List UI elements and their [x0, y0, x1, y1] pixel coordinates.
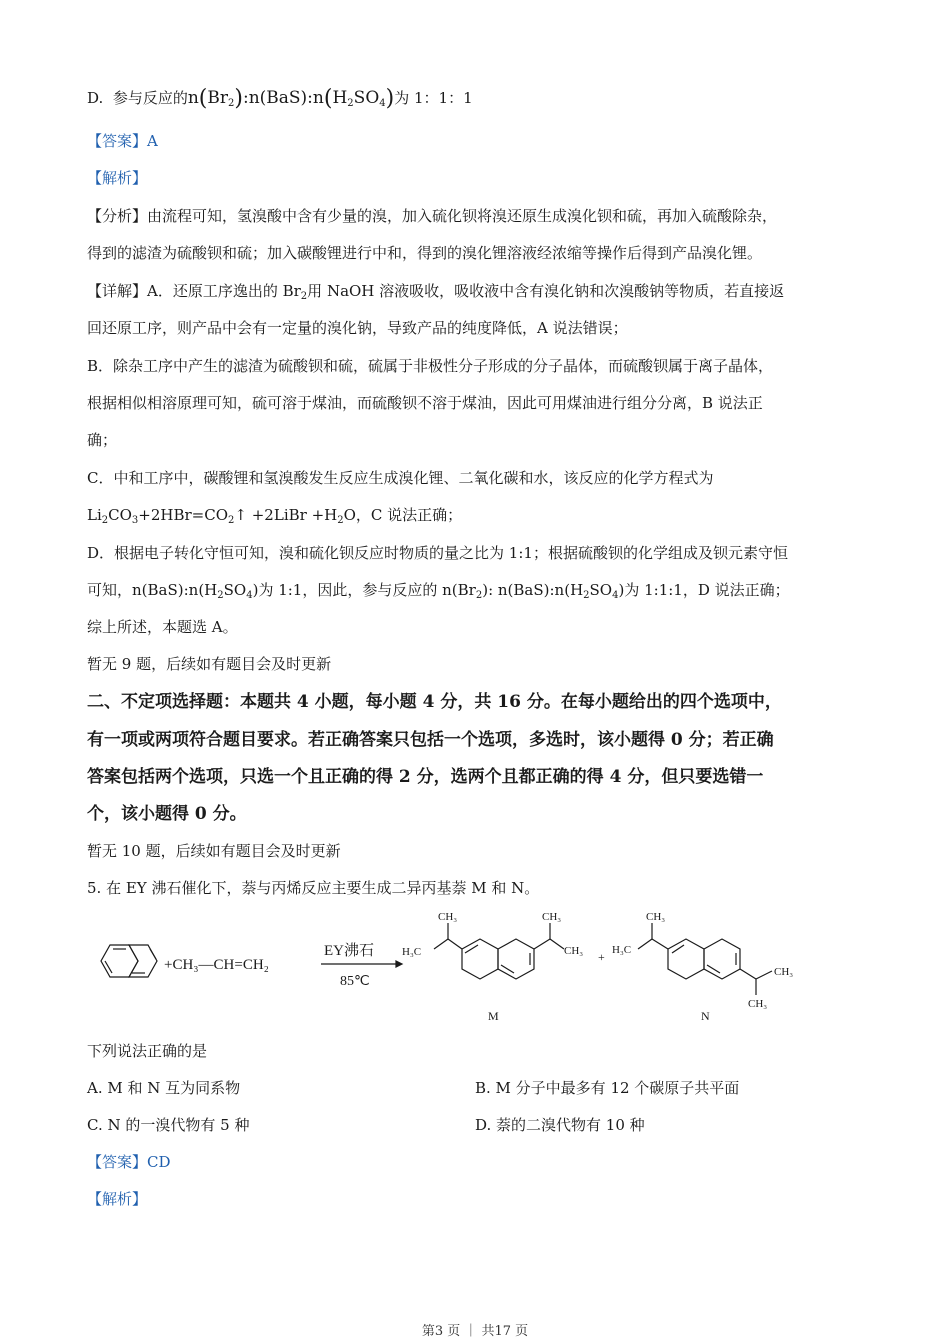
- q5-ask: 下列说法正确的是: [87, 1042, 208, 1060]
- m-ch3-top-right: CH₃: [542, 911, 562, 923]
- q10-notice: 暂无 10 题，后续如有题目会及时更新: [87, 842, 341, 860]
- section2-heading-2: 有一项或两项符合题目要求。若正确答案只包括一个选项，多选时，该小题得 0 分；若正确: [87, 730, 774, 750]
- n-ch3-right: CH₃: [774, 966, 794, 978]
- xiangjie-a-line-2: 回还原工序，则产品中会有一定量的溴化钠，导致产品的纯度降低，A 说法错误；: [87, 319, 628, 337]
- b-line-1: B．除杂工序中产生的滤渣为硫酸钡和硫，硫属于非极性分子形成的分子晶体，而硫酸钡属于离子晶体，: [87, 357, 774, 375]
- temperature-label: 85℃: [340, 974, 370, 989]
- option-d-prefix: 参与反应的: [112, 89, 188, 107]
- option-c: C. N 的一溴代物有 5 种: [87, 1116, 250, 1134]
- analysis-label-1: 【解析】: [87, 169, 148, 187]
- n-ch3-top: CH₃: [646, 911, 666, 923]
- b-line-3: 确；: [87, 431, 118, 449]
- naphthalene-structure: [101, 945, 157, 977]
- option-d: D. 萘的二溴代物有 10 种: [475, 1116, 645, 1134]
- option-d-label: D.: [87, 89, 104, 107]
- m-ch3-right: CH₃: [564, 945, 584, 957]
- section2-heading-3: 答案包括两个选项，只选一个且正确的得 2 分，选两个且都正确的得 4 分，但只要选错一: [87, 767, 764, 787]
- label-n: N: [701, 1009, 710, 1023]
- plus-sign: +: [598, 950, 605, 964]
- answer-label-1: 【答案】A: [87, 132, 158, 150]
- q5-stem: 5. 在 EY 沸石催化下，萘与丙烯反应主要生成二异丙基萘 M 和 N。: [87, 879, 540, 897]
- c-line-1: C．中和工序中，碳酸锂和氢溴酸发生反应生成溴化锂、二氧化碳和水，该反应的化学方程式为: [87, 469, 714, 487]
- product-m-structure: [434, 923, 564, 979]
- analysis-label-5: 【解析】: [87, 1190, 148, 1208]
- formula-n-br2: $n(Br_2):n(BaS):n(H_2SO_4)$: [187, 86, 395, 111]
- option-d-line: [87, 88, 473, 114]
- section2-heading-4: 个，该小题得 0 分。: [87, 804, 247, 824]
- propene-formula: +CH₃—CH=CH₂: [164, 957, 269, 973]
- product-n-structure: [638, 923, 772, 995]
- d-line-1: D．根据电子转化守恒可知，溴和硫化钡反应时物质的量之比为 1:1；根据硫酸钡的化学组成及钡元素守恒: [87, 544, 788, 562]
- option-d-ratio: 为 1：1：1: [394, 89, 473, 107]
- b-line-2: 根据相似相溶原理可知，硫可溶于煤油，而硫酸钡不溶于煤油，因此可用煤油进行组分分离，B 说法正: [87, 394, 763, 412]
- label-m: M: [488, 1009, 499, 1023]
- section2-heading-1: 二、不定项选择题：本题共 4 小题，每小题 4 分，共 16 分。在每小题给出的四个选项中，: [87, 692, 782, 712]
- page-footer: 第3 页 ｜ 共17 页: [421, 1324, 529, 1339]
- n-h3c-left: H₃C: [612, 944, 632, 956]
- answer-label-5: 【答案】CD: [87, 1153, 171, 1171]
- fenxi-line-2: 得到的滤渣为硫酸钡和硫；加入碳酸锂进行中和，得到的溴化锂溶液经浓缩等操作后得到产品溴化锂。: [87, 244, 763, 262]
- m-ch3-top-left: CH₃: [438, 911, 458, 923]
- q9-notice: 暂无 9 题，后续如有题目会及时更新: [87, 655, 332, 673]
- n-ch3-bottom: CH₃: [748, 998, 768, 1010]
- option-a: A. M 和 N 互为同系物: [87, 1079, 241, 1097]
- c-line-2: $Li_2CO_3+2HBr=CO_2↑$ +2LiBr $+H_2O$，C 说法正确；: [87, 506, 463, 526]
- summary-line: 综上所述，本题选 A。: [87, 618, 238, 636]
- m-h3c-left: H₃C: [402, 946, 422, 958]
- reaction-scheme: [84, 905, 814, 1030]
- d-line-2: 可知，$n(BaS):n(H_2SO_4)$为 1:1，因此，参与反应的 $n(Br_2)$: $n(BaS):n(H_2SO_4)$为 1:1:1，D 说法正确；: [87, 581, 790, 601]
- catalyst-label: EY沸石: [324, 943, 374, 959]
- xiangjie-a-line-1: 【详解】A．还原工序逸出的 $Br_2$用 NaOH 溶液吸收，吸收液中含有溴化钠和次溴酸钠等物质，若直接返: [87, 282, 785, 302]
- option-b: B. M 分子中最多有 12 个碳原子共平面: [475, 1079, 740, 1097]
- fenxi-line-1: 【分析】由流程可知，氢溴酸中含有少量的溴，加入硫化钡将溴还原生成溴化钡和硫，再加入硫酸除杂，: [87, 207, 778, 225]
